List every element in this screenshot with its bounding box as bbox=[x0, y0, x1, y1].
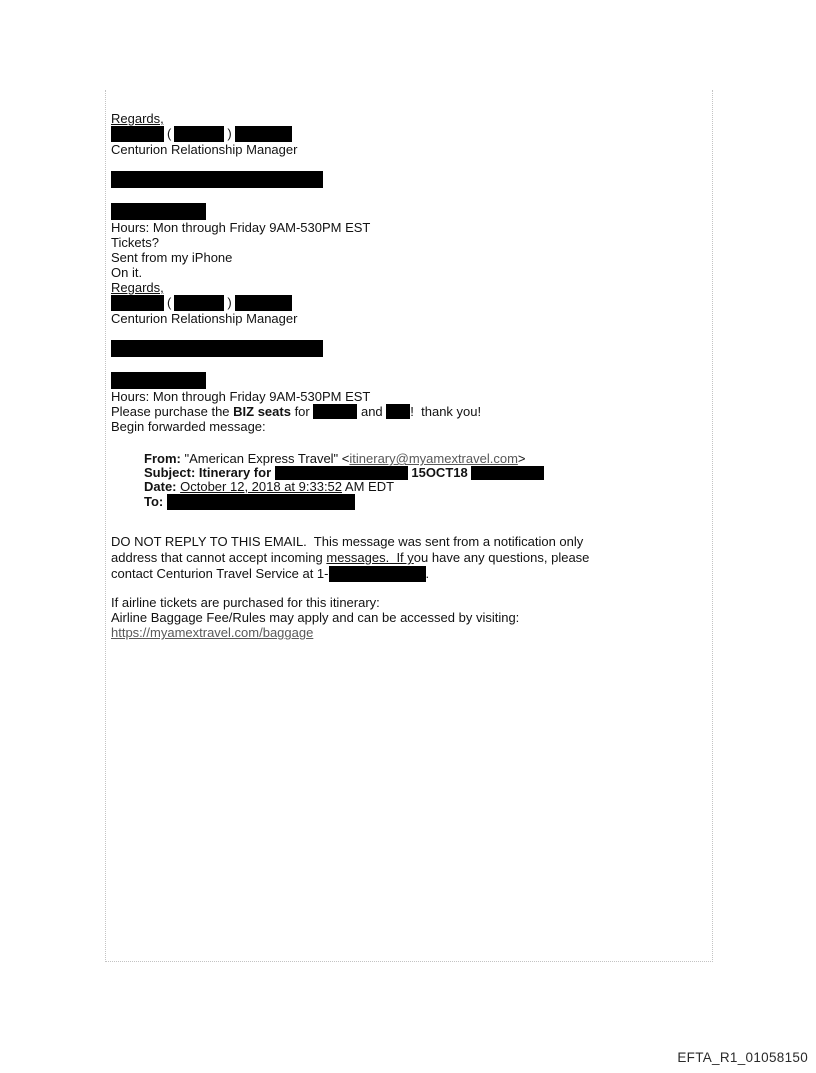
forwarded-headers bbox=[144, 452, 706, 510]
regards-text: Regards, bbox=[111, 111, 164, 126]
redaction-box-phone bbox=[111, 372, 206, 389]
closing-regards bbox=[111, 111, 706, 126]
do-not-reply-notice bbox=[111, 534, 706, 582]
from-bracket: > bbox=[517, 451, 526, 466]
redaction-box-phone-number bbox=[329, 566, 426, 582]
paren-close: ) bbox=[227, 126, 232, 141]
paren-open: ( bbox=[167, 295, 172, 310]
date-value-link[interactable]: October 12, 2018 at 9:33:52 bbox=[180, 479, 343, 494]
sent-from-iphone: Sent from my iPhone bbox=[111, 250, 233, 265]
redaction-box-address bbox=[111, 171, 323, 188]
subject-date-code: 15OCT18 bbox=[407, 465, 472, 480]
notice-period: . bbox=[425, 566, 430, 581]
to-line bbox=[144, 494, 706, 510]
biz-seats-bold: BIZ seats bbox=[233, 404, 291, 419]
from-sender: "American Express Travel" < bbox=[184, 451, 350, 466]
paren-open: ( bbox=[167, 126, 172, 141]
redaction-box bbox=[174, 295, 224, 311]
notice-text: ou have any questions, please bbox=[413, 550, 590, 565]
notice-line bbox=[111, 566, 706, 582]
redaction-box bbox=[235, 126, 292, 142]
notice-text-underlined: messages. If y bbox=[326, 550, 414, 565]
redaction-box-name bbox=[313, 404, 357, 419]
baggage-url-link[interactable]: https://myamextravel.com/baggage bbox=[111, 625, 314, 641]
purchase-request-line bbox=[111, 404, 706, 419]
office-hours: Hours: Mon through Friday 9AM-530PM EST bbox=[111, 389, 371, 404]
redaction-box-phone bbox=[111, 203, 206, 220]
redaction-box-name bbox=[386, 404, 410, 419]
bates-number: EFTA_R1_01058150 bbox=[677, 1050, 808, 1065]
message-tickets: Tickets? bbox=[111, 235, 159, 250]
notice-text: contact Centurion Travel Service at 1- bbox=[111, 566, 329, 581]
subject-label: Subject: Itinerary for bbox=[144, 465, 275, 480]
job-title: Centurion Relationship Manager bbox=[111, 311, 298, 326]
subject-line bbox=[144, 466, 706, 480]
notice-line bbox=[111, 550, 706, 566]
notice-line: DO NOT REPLY TO THIS EMAIL. This message was sent from a notification only bbox=[111, 534, 584, 549]
request-text: ! thank you! bbox=[410, 404, 482, 419]
redaction-box-subject bbox=[275, 466, 408, 480]
closing-regards bbox=[111, 280, 706, 295]
request-text: Please purchase the bbox=[111, 404, 234, 419]
redacted-name-line bbox=[111, 126, 706, 142]
redaction-box-subject bbox=[471, 466, 544, 480]
redaction-box bbox=[235, 295, 292, 311]
to-label: To: bbox=[144, 494, 167, 509]
job-title: Centurion Relationship Manager bbox=[111, 142, 298, 157]
baggage-info bbox=[111, 595, 706, 641]
message-on-it: On it. bbox=[111, 265, 143, 280]
from-line bbox=[144, 452, 706, 466]
begin-forwarded-label: Begin forwarded message: bbox=[111, 419, 266, 434]
redacted-name-line bbox=[111, 295, 706, 311]
paren-close: ) bbox=[227, 295, 232, 310]
from-label: From: bbox=[144, 451, 185, 466]
notice-text: address that cannot accept incoming bbox=[111, 550, 327, 565]
redaction-box bbox=[111, 295, 164, 311]
office-hours: Hours: Mon through Friday 9AM-530PM EST bbox=[111, 220, 371, 235]
redaction-box bbox=[174, 126, 224, 142]
date-label: Date: bbox=[144, 479, 181, 494]
date-timezone: AM EDT bbox=[342, 479, 395, 494]
redaction-box-address bbox=[111, 340, 323, 357]
request-text: for bbox=[290, 404, 314, 419]
redaction-box-recipient bbox=[167, 494, 355, 510]
baggage-line: Airline Baggage Fee/Rules may apply and can be accessed by visiting: bbox=[111, 610, 520, 626]
date-line bbox=[144, 480, 706, 494]
baggage-link-line bbox=[111, 625, 706, 640]
from-email-link[interactable]: itinerary@myamextravel.com bbox=[349, 451, 518, 466]
request-text: and bbox=[357, 404, 387, 419]
scanned-email-page bbox=[105, 90, 713, 962]
regards-text: Regards, bbox=[111, 280, 164, 295]
redaction-box bbox=[111, 126, 164, 142]
baggage-line: If airline tickets are purchased for this itinerary: bbox=[111, 595, 380, 610]
